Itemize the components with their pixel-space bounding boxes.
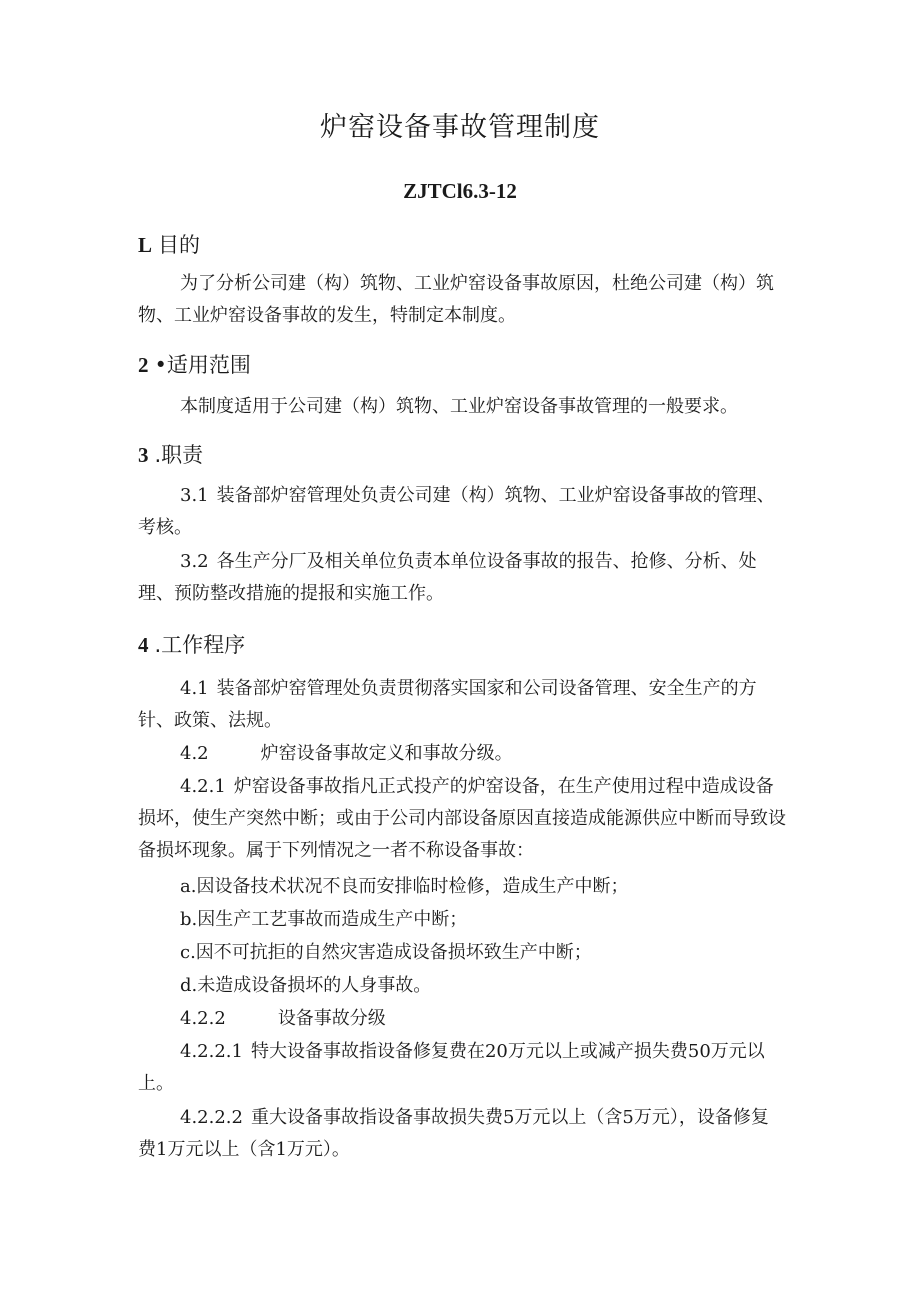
section-number: L (138, 233, 153, 257)
list-item: d.未造成设备损坏的人身事故。 (180, 975, 432, 996)
paragraph: 本制度适用于公司建（构）筑物、工业炉窑设备事故管理的一般要求。 (180, 396, 738, 417)
section-number: 3 (138, 443, 149, 467)
paragraph (138, 1036, 786, 1100)
section-title: •适用范围 (154, 353, 251, 377)
section-heading-purpose (138, 230, 200, 260)
section-heading-responsibilities (138, 440, 203, 470)
list-item: b.因生产工艺事故而造成生产中断； (180, 909, 468, 930)
document-title: 炉窑设备事故管理制度 (320, 112, 600, 143)
clause-number: 3.2 (180, 551, 209, 572)
section-number: 4 (138, 633, 149, 657)
paragraph (138, 738, 786, 770)
section-title: .职责 (154, 443, 204, 467)
clause-text: 重大设备事故指设备事故损失费5万元以上（含5万元），设备修复费1万元以上（含1万元）。 (138, 1107, 769, 1160)
section-heading-procedure (138, 630, 245, 660)
paragraph (138, 480, 786, 544)
clause-text: 炉窑设备事故指凡正式投产的炉窑设备，在生产使用过程中造成设备损坏，使生产突然中断；或由于公司内部设备原因直接造成能源供应中断而导致设备损坏现象。属于下列情况之一者不称设备事故： (138, 776, 786, 861)
clause-number: 4.2.1 (180, 776, 226, 797)
section-number: 2 (138, 353, 149, 377)
clause-text: 特大设备事故指设备修复费在20万元以上或减产损失费50万元以上。 (138, 1041, 765, 1094)
document-code: ZJTCl6.3-12 (403, 179, 517, 203)
clause-number: 4.2 (180, 743, 209, 764)
section-title: .工作程序 (154, 633, 246, 657)
paragraph: 为了分析公司建（构）筑物、工业炉窑设备事故原因，杜绝公司建（构）筑物、工业炉窑设备事故的发生，特制定本制度。 (138, 273, 774, 326)
section-title: 目的 (158, 233, 201, 257)
clause-text: 各生产分厂及相关单位负责本单位设备事故的报告、抢修、分析、处理、预防整改措施的提报和实施工作。 (138, 551, 757, 604)
paragraph (138, 546, 786, 610)
clause-number: 4.1 (180, 678, 209, 699)
clause-text: 装备部炉窑管理处负责公司建（构）筑物、工业炉窑设备事故的管理、考核。 (138, 485, 775, 538)
clause-number: 4.2.2.1 (180, 1041, 243, 1062)
clause-text: 装备部炉窑管理处负责贯彻落实国家和公司设备管理、安全生产的方针、政策、法规。 (138, 678, 757, 731)
clause-number: 3.1 (180, 485, 209, 506)
list-item: a.因设备技术状况不良而安排临时检修，造成生产中断； (180, 876, 629, 897)
paragraph (138, 673, 786, 737)
clause-text: 炉窑设备事故定义和事故分级。 (260, 743, 513, 764)
paragraph (138, 1003, 786, 1035)
list-item: c.因不可抗拒的自然灾害造成设备损坏致生产中断； (180, 942, 592, 963)
paragraph (138, 1102, 786, 1166)
section-heading-scope (138, 350, 251, 380)
clause-number: 4.2.2.2 (180, 1107, 243, 1128)
clause-number: 4.2.2 (180, 1008, 226, 1029)
paragraph (138, 771, 786, 867)
clause-text: 设备事故分级 (277, 1008, 386, 1029)
